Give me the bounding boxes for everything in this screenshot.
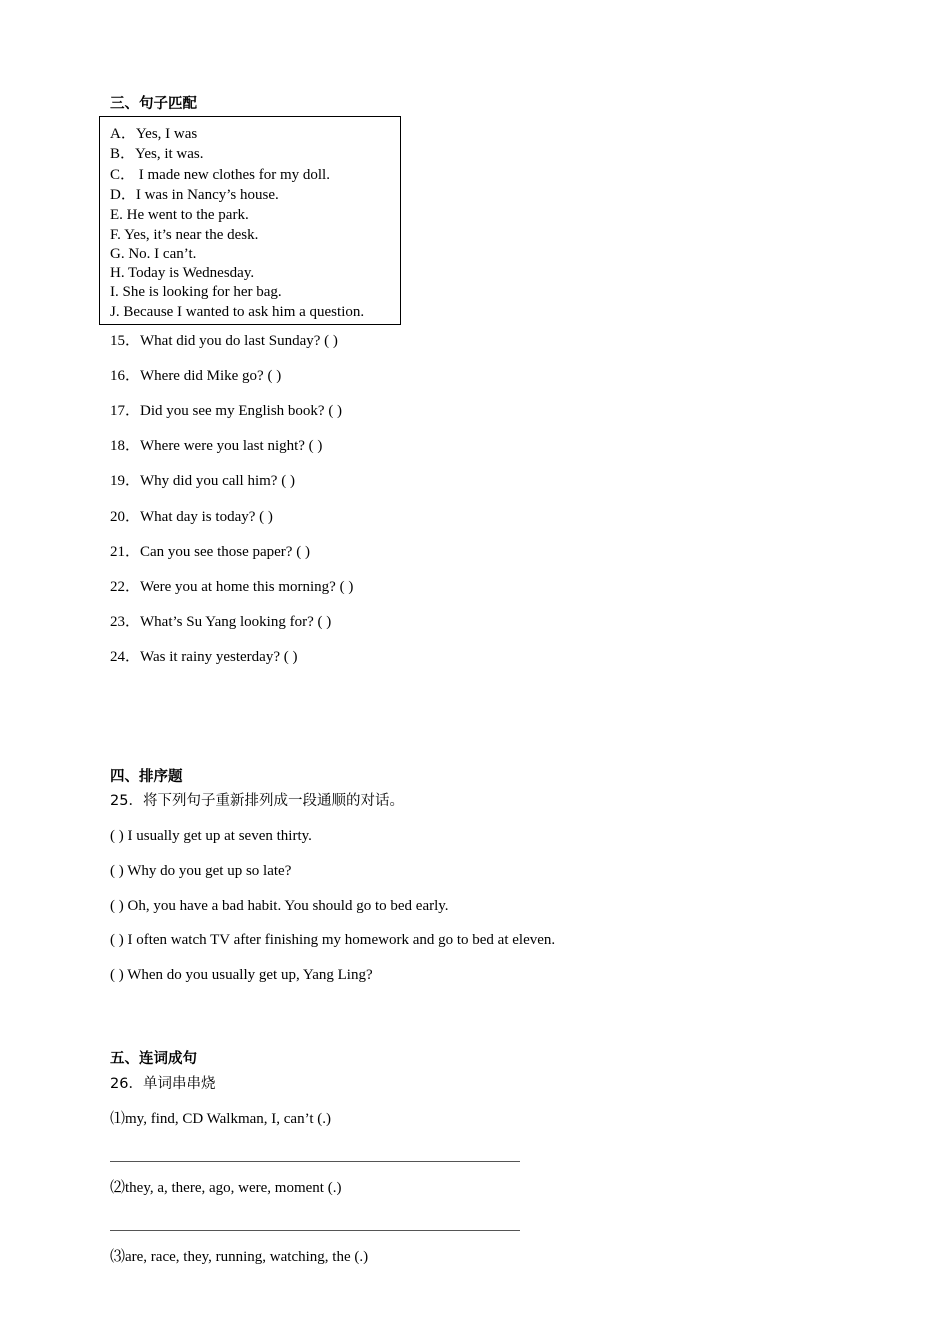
word-order-item-1: ⑴my, find, CD Walkman, I, can’t (.) xyxy=(110,1111,331,1127)
ordering-item-5: ( ) When do you usually get up, Yang Ling? xyxy=(110,967,373,983)
section-4-heading: 四、排序题 xyxy=(110,769,183,785)
question-19: 19．Why did you call him? ( ) xyxy=(110,473,295,489)
option-h: H. Today is Wednesday. xyxy=(110,265,255,281)
word-order-item-2: ⑵they, a, there, ago, were, moment (.) xyxy=(110,1180,342,1196)
option-d: D．I was in Nancy’s house. xyxy=(110,187,279,203)
option-i: I. She is looking for her bag. xyxy=(110,284,282,300)
option-g: G. No. I can’t. xyxy=(110,246,197,262)
answer-line-1 xyxy=(110,1161,520,1162)
option-b: B．Yes, it was. xyxy=(110,146,204,162)
ordering-item-1: ( ) I usually get up at seven thirty. xyxy=(110,828,312,844)
option-a: A．Yes, I was xyxy=(110,126,198,142)
option-f: F. Yes, it’s near the desk. xyxy=(110,227,259,243)
option-j: J. Because I wanted to ask him a question. xyxy=(110,304,365,320)
question-17: 17．Did you see my English book? ( ) xyxy=(110,403,343,419)
question-18: 18．Where were you last night? ( ) xyxy=(110,438,323,454)
section-5-heading: 五、连词成句 xyxy=(110,1051,197,1067)
question-23: 23．What’s Su Yang looking for? ( ) xyxy=(110,614,332,630)
section-3-heading: 三、句子匹配 xyxy=(110,96,197,112)
section-4-instruction: 25．将下列句子重新排列成一段通顺的对话。 xyxy=(110,793,404,809)
question-16: 16．Where did Mike go? ( ) xyxy=(110,368,282,384)
ordering-item-3: ( ) Oh, you have a bad habit. You should go to bed early. xyxy=(110,898,449,914)
ordering-item-4: ( ) I often watch TV after finishing my homework and go to bed at eleven. xyxy=(110,932,556,948)
option-c: C． I made new clothes for my doll. xyxy=(110,167,330,183)
answer-line-2 xyxy=(110,1230,520,1231)
question-24: 24．Was it rainy yesterday? ( ) xyxy=(110,649,298,665)
section-5-instruction: 26．单词串串烧 xyxy=(110,1076,216,1092)
question-15: 15．What did you do last Sunday? ( ) xyxy=(110,333,338,349)
question-22: 22．Were you at home this morning? ( ) xyxy=(110,579,354,595)
option-e: E. He went to the park. xyxy=(110,207,249,223)
ordering-item-2: ( ) Why do you get up so late? xyxy=(110,863,292,879)
question-21: 21．Can you see those paper? ( ) xyxy=(110,544,310,560)
question-20: 20．What day is today? ( ) xyxy=(110,509,273,525)
word-order-item-3: ⑶are, race, they, running, watching, the (.) xyxy=(110,1249,369,1265)
